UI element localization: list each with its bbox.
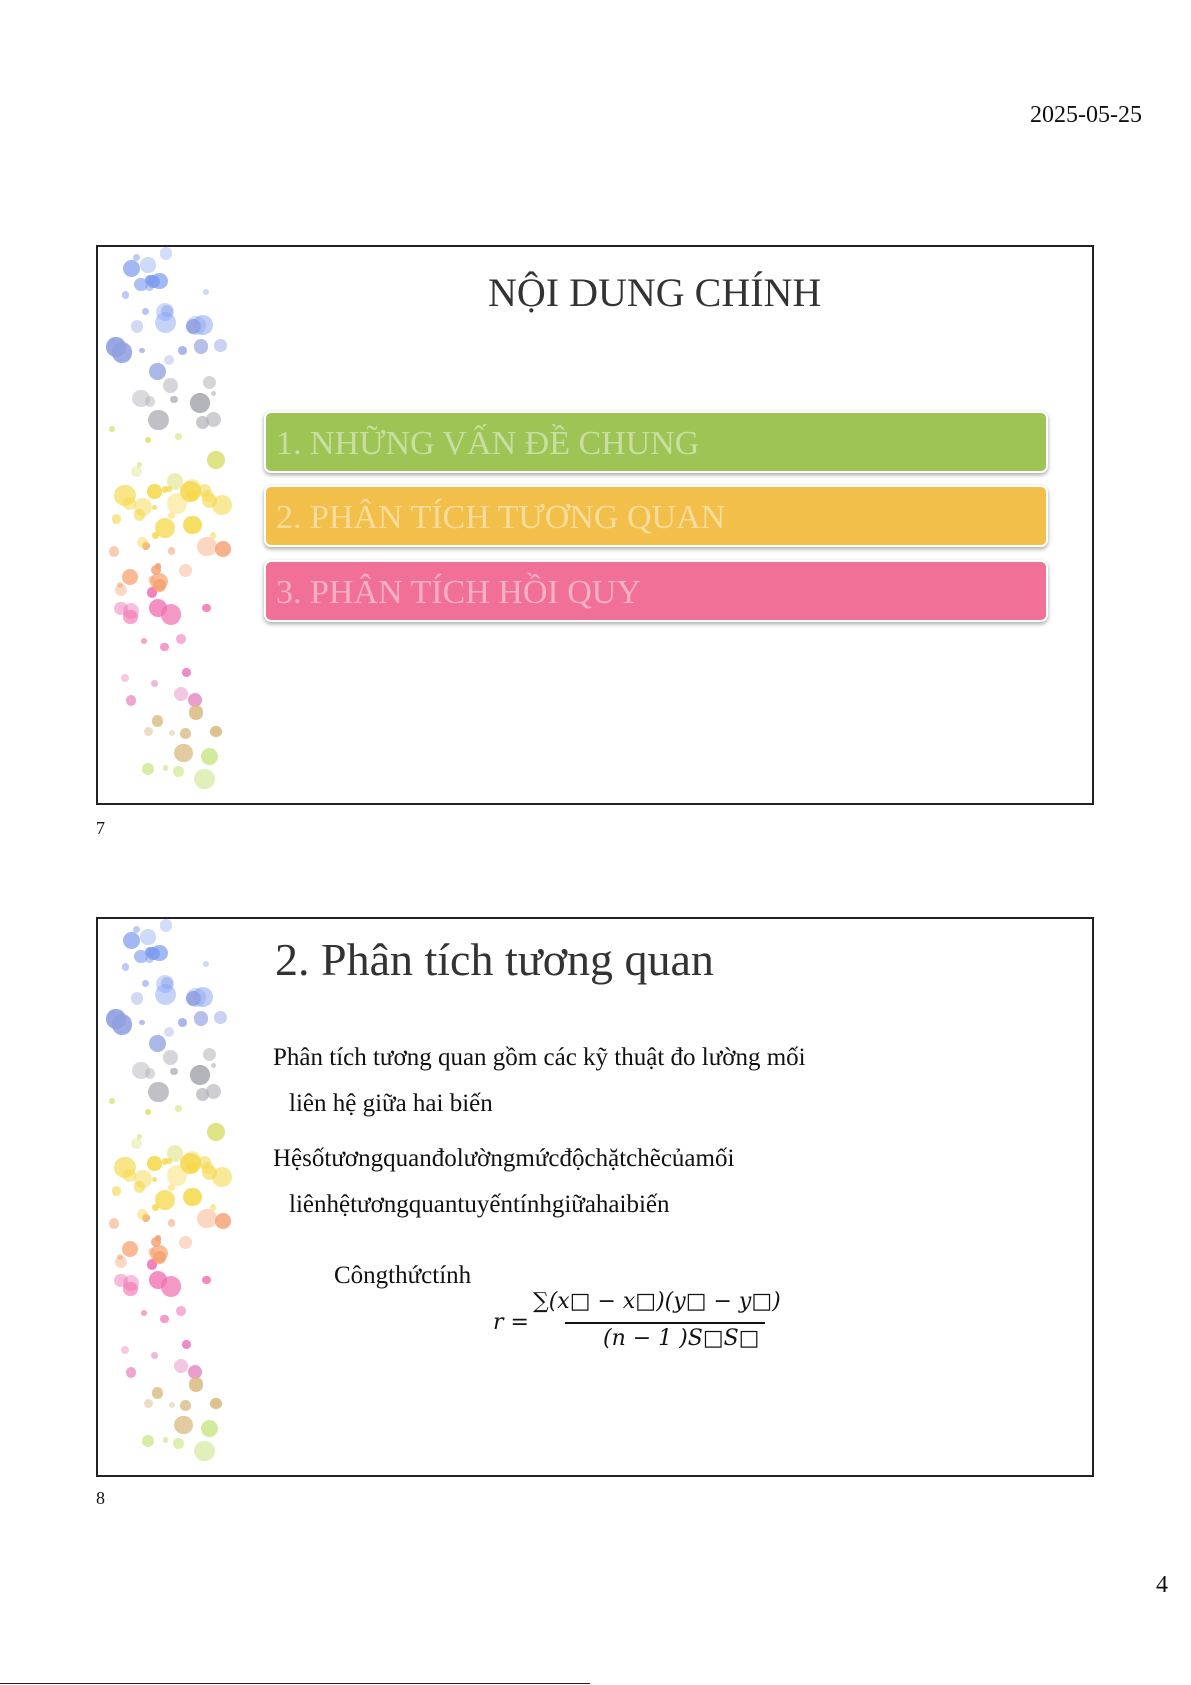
bubble-dot — [122, 1241, 139, 1258]
menu-item-regression-analysis[interactable]: 3. PHÂN TÍCH HỒI QUY — [264, 560, 1048, 622]
menu-item-general-issues[interactable]: 1. NHỮNG VẤN ĐỀ CHUNG — [264, 411, 1048, 473]
bubble-dot — [164, 355, 174, 365]
bubble-dot — [160, 1315, 169, 1324]
bubble-dot — [197, 1209, 216, 1228]
bubble-dot — [212, 1167, 232, 1187]
bubble-dot — [152, 1177, 157, 1182]
bubble-dot — [137, 462, 142, 467]
bubble-dot — [174, 1359, 188, 1373]
paragraph-line: liênhệtươngquantuyếntínhgiữahaibiến — [289, 1191, 670, 1218]
bubble-dot — [131, 320, 144, 333]
menu-item-correlation-analysis[interactable]: 2. PHÂN TÍCH TƯƠNG QUAN — [264, 485, 1048, 547]
bubble-dot — [121, 674, 129, 682]
bubble-dot — [196, 416, 209, 429]
bubble-dot — [174, 744, 192, 762]
bubble-dot — [203, 376, 216, 389]
bubble-dot — [142, 763, 154, 775]
bubble-dot — [131, 1138, 143, 1150]
bubble-dot — [160, 919, 173, 932]
bubble-dot — [148, 410, 168, 430]
bubble-dot — [180, 728, 191, 739]
bubble-dot — [176, 1306, 186, 1316]
bubble-dot — [122, 569, 139, 586]
bubble-dot — [109, 546, 120, 557]
bubble-dot — [145, 1109, 151, 1115]
bubble-dot — [214, 339, 227, 352]
bubble-dot — [168, 1219, 175, 1226]
bubble-dot — [137, 537, 148, 548]
bubble-dot — [194, 769, 215, 790]
bubble-dot — [160, 247, 173, 260]
bubble-dot — [183, 516, 201, 534]
bubble-dot — [142, 1435, 154, 1447]
bubble-dot — [163, 1437, 169, 1443]
bubble-dot — [160, 643, 169, 652]
bubble-dot — [163, 378, 178, 393]
bubble-dot — [210, 1398, 221, 1409]
bubble-dot — [145, 437, 151, 443]
slide-title: NỘI DUNG CHÍNH — [488, 270, 822, 315]
bubble-dot — [174, 1416, 192, 1434]
bubble-dot — [134, 278, 147, 291]
bubble-dot — [156, 303, 174, 321]
bubble-dot — [211, 1063, 216, 1068]
bubble-dot — [182, 1340, 190, 1348]
bubble-dot — [202, 1276, 211, 1285]
bubble-dot — [155, 1235, 162, 1242]
correlation-formula — [493, 1289, 793, 1359]
bubble-dot — [131, 466, 143, 478]
slide-title: 2. Phân tích tương quan — [275, 934, 714, 985]
bubble-dot — [142, 980, 149, 987]
bubble-dot — [194, 1011, 209, 1026]
page-date: 2025-05-25 — [1030, 102, 1142, 128]
bubble-dot — [151, 1352, 157, 1358]
bubble-dot — [197, 537, 216, 556]
bubble-dot — [170, 1068, 177, 1075]
bubble-dot — [106, 337, 125, 356]
bubble-dot — [163, 765, 169, 771]
bubble-dot — [212, 495, 232, 515]
page-number: 4 — [1156, 1572, 1168, 1598]
bubble-dot — [131, 992, 144, 1005]
bubble-dot — [149, 599, 167, 617]
bubble-dot — [152, 505, 157, 510]
bubble-dot — [166, 486, 171, 491]
bubble-dot — [134, 498, 152, 516]
bubble-dot — [123, 932, 140, 949]
bubble-dot — [189, 705, 204, 720]
bubble-dot — [145, 396, 155, 406]
bubble-dot — [210, 726, 221, 737]
bubble-dot — [123, 260, 140, 277]
bubble-dot — [169, 730, 175, 736]
bubble-dot — [210, 532, 217, 539]
bubble-dot — [122, 963, 130, 971]
bubble-dot — [126, 695, 137, 706]
formula-denominator: (n − 1 )S□S□ — [603, 1326, 760, 1351]
bubble-decoration — [98, 919, 238, 1477]
bubble-dot — [109, 1218, 120, 1229]
bubble-dot — [180, 1400, 191, 1411]
paragraph-line: Phân tích tương quan gồm các kỹ thuật đo lường mối — [273, 1044, 806, 1071]
bubble-dot — [109, 1098, 115, 1104]
bubble-dot — [214, 1011, 227, 1024]
fraction-bar — [565, 1322, 765, 1324]
bubble-decoration — [98, 247, 238, 805]
bubble-dot — [178, 1018, 187, 1027]
bubble-dot — [202, 604, 211, 613]
bubble-dot — [148, 1082, 168, 1102]
bubble-dot — [134, 1170, 152, 1188]
bubble-dot — [182, 668, 190, 676]
bubble-dot — [194, 339, 209, 354]
bubble-dot — [215, 1213, 231, 1229]
bubble-dot — [149, 1035, 166, 1052]
bubble-dot — [194, 1441, 215, 1462]
bubble-dot — [190, 393, 210, 413]
bubble-dot — [196, 1088, 209, 1101]
bubble-dot — [126, 1367, 137, 1378]
paragraph-line: liên hệ giữa hai biến — [289, 1090, 493, 1117]
bubble-dot — [109, 426, 115, 432]
bubble-dot — [151, 680, 157, 686]
bubble-dot — [144, 727, 153, 736]
bubble-dot — [147, 1156, 161, 1170]
bubble-dot — [174, 687, 188, 701]
bubble-dot — [201, 1420, 219, 1438]
bubble-dot — [139, 1020, 145, 1026]
bubble-dot — [169, 1402, 175, 1408]
bubble-dot — [153, 1251, 166, 1264]
bubble-dot — [189, 1377, 204, 1392]
bubble-dot — [122, 291, 130, 299]
bubble-dot — [144, 1399, 153, 1408]
bubble-dot — [176, 634, 186, 644]
bubble-dot — [147, 484, 161, 498]
slide-number: 8 — [96, 1488, 105, 1508]
footer-divider — [0, 1683, 590, 1684]
bubble-dot — [186, 991, 201, 1006]
bubble-dot — [183, 1188, 201, 1206]
bubble-dot — [163, 1050, 178, 1065]
bubble-dot — [183, 1151, 201, 1169]
bubble-dot — [152, 1387, 164, 1399]
bubble-dot — [170, 396, 177, 403]
bubble-dot — [112, 1186, 122, 1196]
bubble-dot — [140, 257, 155, 272]
bubble-dot — [210, 1204, 217, 1211]
bubble-dot — [173, 1438, 184, 1449]
bubble-dot — [207, 1123, 225, 1141]
formula-label: Côngthứctính — [334, 1262, 472, 1289]
bubble-dot — [141, 1310, 146, 1315]
bubble-dot — [145, 1068, 155, 1078]
bubble-dot — [179, 564, 192, 577]
slide-7 — [96, 245, 1094, 805]
bubble-dot — [175, 433, 182, 440]
bubble-dot — [137, 1134, 142, 1139]
bubble-dot — [139, 348, 145, 354]
bubble-dot — [179, 1236, 192, 1249]
bubble-dot — [149, 1271, 167, 1289]
bubble-dot — [168, 547, 175, 554]
bubble-dot — [112, 514, 122, 524]
bubble-dot — [156, 975, 174, 993]
bubble-dot — [106, 1009, 125, 1028]
bubble-dot — [133, 926, 140, 933]
bubble-dot — [203, 1048, 216, 1061]
formula-lhs: r = — [493, 1310, 529, 1335]
bubble-dot — [173, 766, 184, 777]
bubble-dot — [164, 1027, 174, 1037]
bubble-dot — [137, 1209, 148, 1220]
bubble-dot — [152, 715, 164, 727]
bubble-dot — [201, 748, 219, 766]
bubble-dot — [175, 1105, 182, 1112]
bubble-dot — [166, 1158, 171, 1163]
bubble-dot — [133, 254, 140, 261]
bubble-dot — [201, 490, 214, 503]
formula-numerator: ∑(x□ − x□)(y□ − y□) — [533, 1289, 781, 1314]
bubble-dot — [155, 518, 175, 538]
bubble-dot — [149, 363, 166, 380]
bubble-dot — [203, 961, 209, 967]
bubble-dot — [155, 563, 162, 570]
bubble-dot — [215, 541, 231, 557]
bubble-dot — [183, 479, 201, 497]
bubble-dot — [140, 929, 155, 944]
paragraph-line: Hệsốtươngquanđolườngmứcđộchặtchẽcủamối — [273, 1145, 735, 1172]
bubble-dot — [186, 319, 201, 334]
bubble-dot — [190, 1065, 210, 1085]
slide-number: 7 — [96, 818, 105, 838]
bubble-dot — [134, 950, 147, 963]
bubble-dot — [178, 346, 187, 355]
bubble-dot — [121, 1346, 129, 1354]
bubble-dot — [201, 1162, 214, 1175]
bubble-dot — [155, 1190, 175, 1210]
slide-8 — [96, 917, 1094, 1477]
bubble-dot — [203, 289, 209, 295]
bubble-dot — [141, 638, 146, 643]
bubble-dot — [153, 579, 166, 592]
bubble-dot — [207, 451, 225, 469]
bubble-dot — [211, 391, 216, 396]
bubble-dot — [142, 308, 149, 315]
